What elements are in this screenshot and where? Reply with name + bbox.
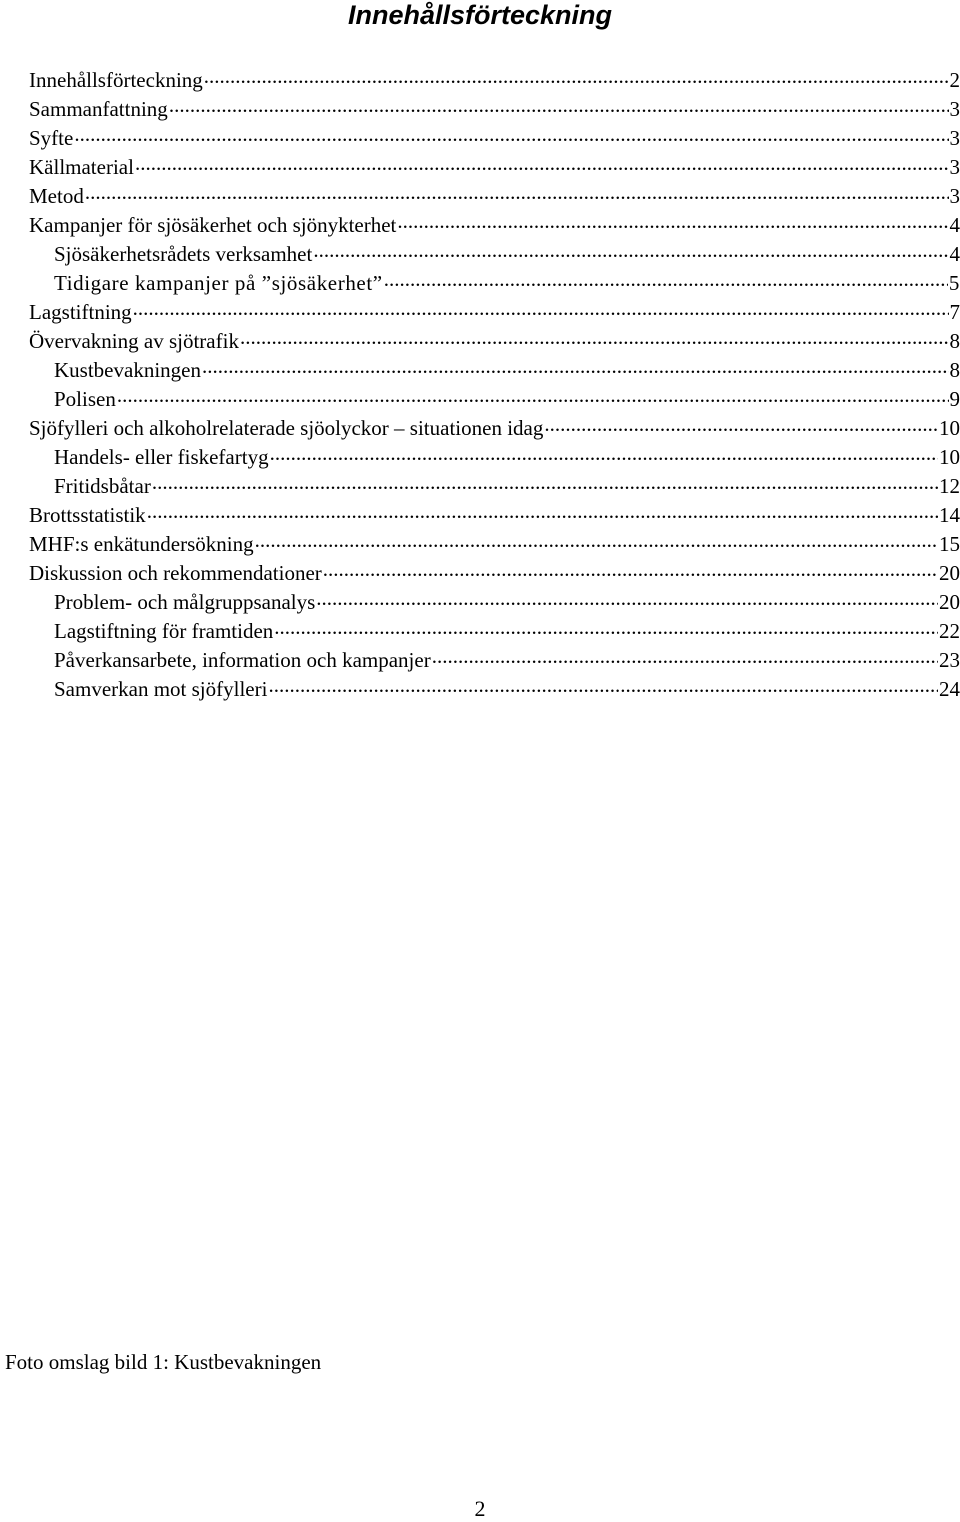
toc-entry[interactable] — [29, 124, 960, 153]
toc-dot-leader — [274, 617, 938, 638]
toc-entry[interactable] — [29, 153, 960, 182]
toc-dot-leader — [544, 414, 938, 435]
toc-entry[interactable] — [29, 211, 960, 240]
toc-entry-page: 4 — [950, 240, 960, 269]
toc-entry-label: Fritidsbåtar — [54, 472, 151, 501]
toc-entry-label: Lagstiftning för framtiden — [54, 617, 273, 646]
toc-entry-label: Lagstiftning — [29, 298, 132, 327]
toc-entry-page: 7 — [950, 298, 960, 327]
toc-entry[interactable] — [29, 182, 960, 211]
toc-entry[interactable] — [29, 385, 960, 414]
toc-entry[interactable] — [29, 646, 960, 675]
toc-entry[interactable] — [29, 530, 960, 559]
toc-entry-page: 3 — [950, 153, 960, 182]
toc-entry[interactable] — [29, 327, 960, 356]
toc-entry-page: 23 — [939, 646, 960, 675]
toc-dot-leader — [323, 559, 938, 580]
toc-entry-label: MHF:s enkätundersökning — [29, 530, 254, 559]
toc-entry-label: Påverkansarbete, information och kampanjer — [54, 646, 431, 675]
toc-entry-label: Polisen — [54, 385, 116, 414]
toc-entry-page: 8 — [950, 327, 960, 356]
toc-entry-label: Metod — [29, 182, 84, 211]
toc-entry-page: 10 — [939, 443, 960, 472]
toc-dot-leader — [152, 472, 938, 493]
toc-entry-page: 4 — [950, 211, 960, 240]
toc-entry-label: Innehållsförteckning — [29, 66, 203, 95]
toc-entry[interactable] — [29, 269, 960, 298]
toc-dot-leader — [255, 530, 938, 551]
toc-entry-label: Sammanfattning — [29, 95, 168, 124]
toc-entry-page: 14 — [939, 501, 960, 530]
toc-dot-leader — [268, 675, 938, 696]
toc-entry-page: 9 — [950, 385, 960, 414]
toc-entry-page: 3 — [950, 95, 960, 124]
toc-entry[interactable] — [29, 588, 960, 617]
toc-entry-label: Sjösäkerhetsrådets verksamhet — [54, 240, 312, 269]
toc-entry-page: 3 — [950, 124, 960, 153]
toc-entry[interactable] — [29, 675, 960, 704]
table-of-contents — [29, 66, 960, 704]
toc-entry-page: 8 — [950, 356, 960, 385]
toc-entry-page: 22 — [939, 617, 960, 646]
toc-dot-leader — [147, 501, 938, 522]
toc-dot-leader — [240, 327, 949, 348]
page-number: 2 — [0, 1496, 960, 1522]
toc-entry[interactable] — [29, 559, 960, 588]
toc-dot-leader — [169, 95, 949, 116]
toc-entry-page: 10 — [939, 414, 960, 443]
toc-entry-label: Samverkan mot sjöfylleri — [54, 675, 267, 704]
cover-photo-caption: Foto omslag bild 1: Kustbevakningen — [5, 1349, 321, 1375]
toc-entry-label: Diskussion och rekommendationer — [29, 559, 322, 588]
toc-entry-label: Sjöfylleri och alkoholrelaterade sjöolyckor – situationen idag — [29, 414, 543, 443]
toc-entry[interactable] — [29, 414, 960, 443]
toc-dot-leader — [316, 588, 938, 609]
toc-dot-leader — [74, 124, 948, 145]
toc-entry[interactable] — [29, 240, 960, 269]
toc-entry-label: Källmaterial — [29, 153, 134, 182]
toc-entry[interactable] — [29, 617, 960, 646]
toc-entry-label: Övervakning av sjötrafik — [29, 327, 239, 356]
toc-dot-leader — [384, 269, 948, 290]
toc-entry-label: Kustbevakningen — [54, 356, 201, 385]
toc-entry-label: Tidigare kampanjer på ”sjösäkerhet” — [54, 269, 383, 298]
toc-entry-page: 3 — [950, 182, 960, 211]
toc-entry-label: Kampanjer för sjösäkerhet och sjönykterhet — [29, 211, 396, 240]
toc-entry-label: Problem- och målgruppsanalys — [54, 588, 315, 617]
toc-dot-leader — [202, 356, 949, 377]
toc-entry[interactable] — [29, 66, 960, 95]
toc-entry-page: 24 — [939, 675, 960, 704]
toc-dot-leader — [135, 153, 949, 174]
toc-entry-page: 2 — [950, 66, 960, 95]
toc-entry[interactable] — [29, 95, 960, 124]
toc-entry-page: 15 — [939, 530, 960, 559]
toc-entry-page: 12 — [939, 472, 960, 501]
toc-entry[interactable] — [29, 472, 960, 501]
toc-dot-leader — [133, 298, 949, 319]
toc-entry[interactable] — [29, 356, 960, 385]
toc-entry[interactable] — [29, 501, 960, 530]
toc-entry-page: 20 — [939, 559, 960, 588]
toc-entry-label: Syfte — [29, 124, 73, 153]
toc-dot-leader — [270, 443, 938, 464]
toc-entry-page: 5 — [949, 269, 960, 298]
toc-dot-leader — [397, 211, 948, 232]
toc-dot-leader — [85, 182, 949, 203]
toc-dot-leader — [204, 66, 949, 87]
toc-entry[interactable] — [29, 298, 960, 327]
toc-dot-leader — [432, 646, 938, 667]
toc-entry-page: 20 — [939, 588, 960, 617]
toc-entry-label: Handels- eller fiskefartyg — [54, 443, 269, 472]
page-title: Innehållsförteckning — [0, 0, 960, 30]
toc-entry-label: Brottsstatistik — [29, 501, 146, 530]
toc-dot-leader — [313, 240, 948, 261]
toc-entry[interactable] — [29, 443, 960, 472]
toc-dot-leader — [117, 385, 949, 406]
